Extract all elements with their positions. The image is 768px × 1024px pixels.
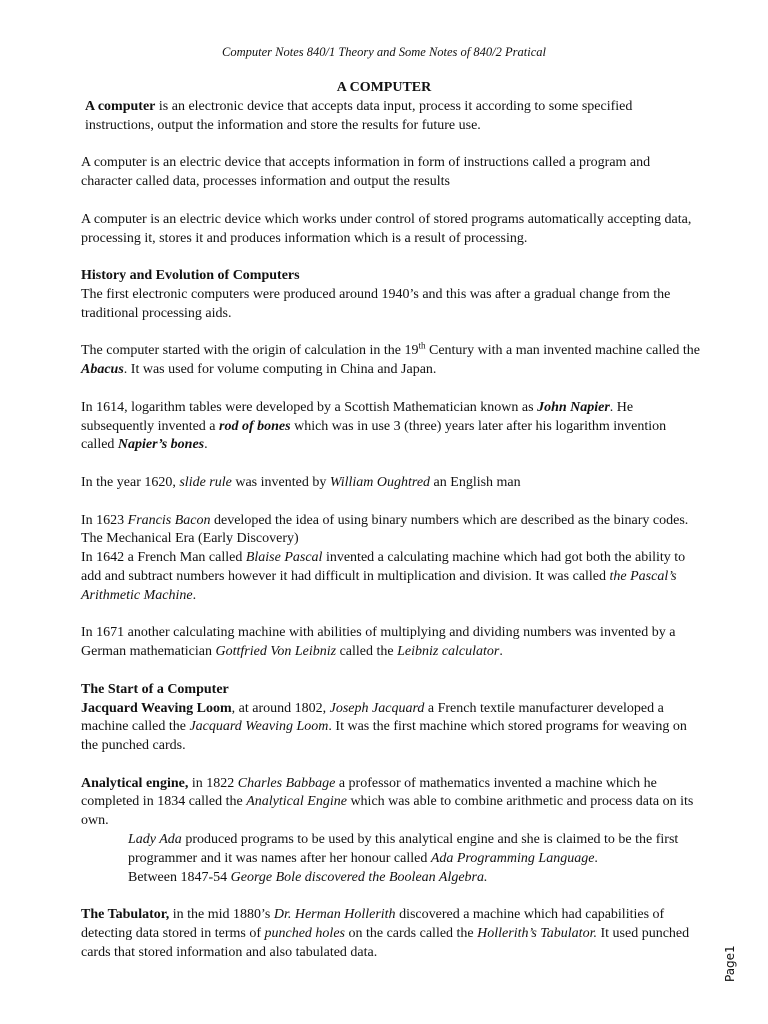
page-header: Computer Notes 840/1 Theory and Some Notes of 840/2 Pratical [222,45,546,59]
term-leibniz-calculator: Leibniz calculator [397,644,500,660]
term-blaise-pascal: Blaise Pascal [245,550,323,566]
term-abacus: Abacus [81,362,124,378]
text: In 1614, logarithm tables were developed by a Scottish Mathematician known as [81,399,538,415]
paragraph-jacquard [81,700,701,756]
term-leibniz: Gottfried Von Leibniz [215,644,337,660]
document-body [81,98,701,963]
page-number: Page1 [723,945,737,983]
text: . [594,850,598,866]
paragraph-tabulator [81,906,701,962]
text: called the [336,644,398,660]
term-francis-bacon: Francis Bacon [127,512,211,528]
text: . He subsequently invented a [81,399,634,434]
text: It used punched cards that stored information and also tabulated data. [81,926,690,960]
term-pascal-machine: the Pascal’s Arithmetic Machine [81,568,677,603]
term-herman-hollerith: Dr. Herman Hollerith [273,907,396,923]
text: which was in use 3 (three) years later after his logarithm invention called [81,418,667,453]
page-title: A COMPUTER [336,80,432,95]
term-punched-holes: punched holes [264,926,345,942]
text: . [204,437,208,453]
paragraph-abacus [81,342,701,380]
section-heading-history [81,267,701,286]
subheading-mechanical-era: The Mechanical Era (Early Discovery) [81,531,299,547]
term-holleriths-tabulator: Hollerith’s Tabulator. [477,926,597,942]
text: In 1671 another calculating machine with abilities of multiplying and dividing numbers was invented by a German mathematician [81,625,676,660]
term-rod-of-bones: rod of bones [219,418,291,434]
term-jacquard-machine: Jacquard Weaving Loom [189,719,329,735]
text: in the mid 1880’s [169,907,274,923]
paragraph-definition-1 [81,98,701,136]
term-jacquard-loom: Jacquard Weaving Loom [81,700,232,716]
paragraph-bole [81,869,701,888]
superscript: th [418,340,426,351]
text: . [192,587,197,603]
text: In 1642 a French Man called [81,550,246,566]
text: , at around 1802, [231,700,330,716]
term-a-computer: A computer [85,99,156,114]
text: invented a calculating machine which had got both the ability to add and subtract numbers however it had difficult in multiplication and division. It was called [81,550,686,584]
text: an English man [430,474,521,490]
paragraph-leibniz [81,624,701,662]
paragraph-ada [81,831,701,869]
text: . [499,644,503,660]
term-analytical-engine: Analytical engine, [81,775,189,791]
text: discovered a machine which had capabilities of detecting data stored in terms of [81,907,665,942]
term-slide-rule: slide rule [179,474,232,490]
text: . It was the first machine which stored programs for weaving on the punched cards. [81,719,687,754]
term-john-napier: John Napier [537,399,610,415]
paragraph-definition-2: A computer is an electric device that accepts information in form of instructions called a program and character called data, processes information and output the results [81,155,651,190]
text: Between 1847-54 [128,869,231,885]
term-analytical-engine-italic: Analytical Engine [246,794,347,810]
paragraph-pascal [81,549,701,605]
term-lady-ada: Lady Ada [128,832,182,848]
term-ada-language: Ada Programming Language [430,850,595,866]
text: developed the idea of using binary numbers which are described as the binary codes. [210,512,689,528]
text: Century with a man invented machine called the [425,343,700,359]
text: in 1822 [188,775,238,791]
text: The computer started with the origin of calculation in the 19 [81,343,419,359]
text: a professor of mathematics invented a machine which he completed in 1834 called the [81,775,657,810]
term-napiers-bones: Napier’s bones [117,437,205,453]
paragraph-napier [81,399,701,455]
text: a French textile manufacturer developed a machine called the [81,700,664,735]
term-charles-babbage: Charles Babbage [237,775,336,791]
section-heading-start [81,681,701,700]
heading-text: History and Evolution of Computers [81,268,300,284]
paragraph-analytical-engine [81,775,701,831]
paragraph-bacon [81,512,701,531]
paragraph-text: is an electronic device that accepts data input, process it according to some specified instructions, output the information and store the results for future use. [85,99,633,133]
text: on the cards called the [344,926,478,942]
paragraph-definition-3: A computer is an electric device which works under control of stored programs automatically accepting data, processing it, stores it and produces information which is a result of processing. [81,211,692,246]
heading-text: The Start of a Computer [81,681,229,697]
term-tabulator: The Tabulator, [81,907,170,923]
term-william-oughtred: William Oughtred [329,474,431,490]
term-boolean-algebra: George Bole discovered the Boolean Algebra. [230,869,488,885]
text: was invented by [231,474,330,490]
text: In 1623 [81,512,128,528]
paragraph-first-computers: The first electronic computers were produced around 1940’s and this was after a gradual change from the traditional processing aids. [81,286,671,321]
term-joseph-jacquard: Joseph Jacquard [329,700,425,716]
paragraph-slide-rule [81,474,701,493]
text: In the year 1620, [81,474,180,490]
text: which was able to combine arithmetic and process data on its own. [81,794,694,829]
text: produced programs to be used by this analytical engine and she is claimed to be the first programmer and it was names after her honour called [128,832,679,866]
text: . It was used for volume computing in China and Japan. [123,362,437,378]
